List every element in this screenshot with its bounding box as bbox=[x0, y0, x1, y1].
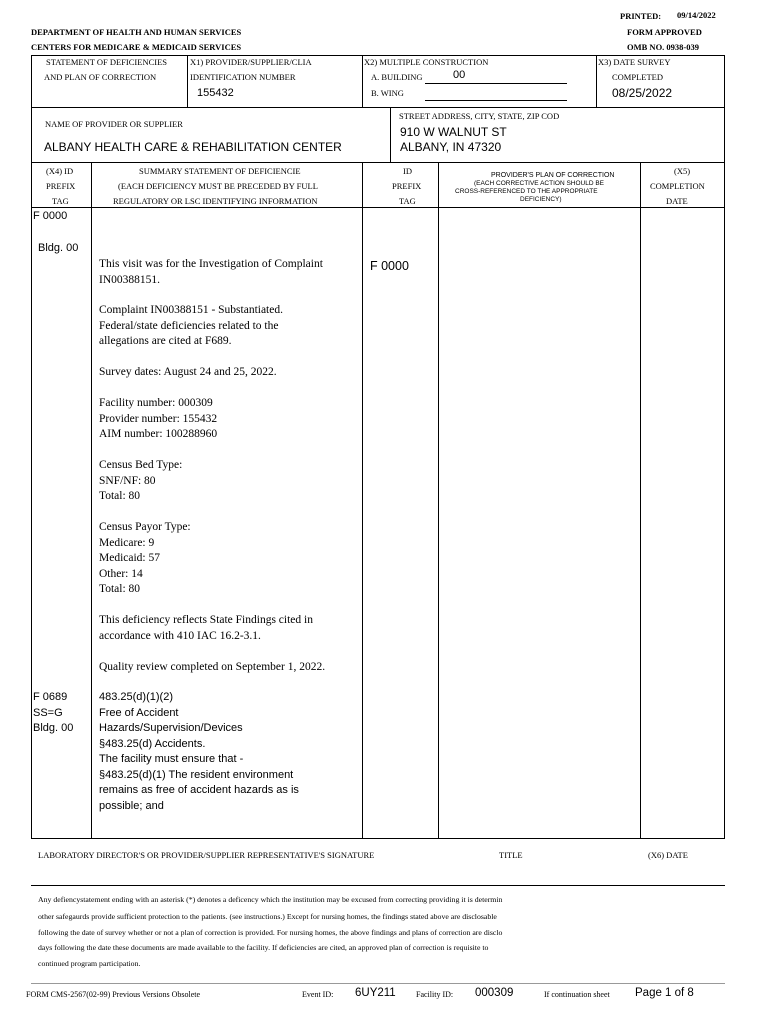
id-label-3: TAG bbox=[399, 196, 416, 206]
provider-name-label: NAME OF PROVIDER OR SUPPLIER bbox=[45, 119, 183, 129]
x1-label-2: IDENTIFICATION NUMBER bbox=[190, 72, 296, 82]
tag-f0689: F 0689 SS=G Bldg. 00 bbox=[33, 691, 74, 734]
plan-label-1: PROVIDER'S PLAN OF CORRECTION bbox=[491, 172, 615, 179]
omb-number: OMB NO. 0938-039 bbox=[627, 42, 700, 52]
department-title: DEPARTMENT OF HEALTH AND HUMAN SERVICES bbox=[31, 27, 242, 37]
disclaimer-line-1: Any defiencystatement ending with an asterisk (*) denotes a deficency which the institution may be excused from correcting providing it is determin bbox=[38, 895, 503, 904]
event-id-label: Event ID: bbox=[302, 990, 334, 999]
building-label: A. BUILDING bbox=[371, 72, 423, 82]
address-label: STREET ADDRESS, CITY, STATE, ZIP COD bbox=[399, 111, 560, 121]
paragraph-census-bed: Census Bed Type: SNF/NF: 80 Total: 80 bbox=[99, 459, 183, 502]
plan-label-3: CROSS-REFERENCED TO THE APPROPRIATE bbox=[455, 188, 598, 195]
disclaimer-line-2: other safegaurds provide sufficient protection to the patients. (see instructions.) Except for nursing homes, the findings stated above are disclosable bbox=[38, 912, 497, 921]
x2-label: X2) MULTIPLE CONSTRUCTION bbox=[364, 57, 489, 67]
facility-id-value: 000309 bbox=[475, 987, 514, 999]
form-approved: FORM APPROVED bbox=[627, 27, 702, 37]
form-number: FORM CMS-2567(02-99) Previous Versions Obsolete bbox=[26, 990, 201, 999]
centers-title: CENTERS FOR MEDICARE & MEDICAID SERVICES bbox=[31, 42, 242, 52]
provider-id-value: 155432 bbox=[197, 87, 234, 99]
paragraph-facility-numbers: Facility number: 000309 Provider number: 155432 AIM number: 100288960 bbox=[99, 397, 218, 440]
continuation-label: If continuation sheet bbox=[544, 990, 610, 999]
x4-label-2: PREFIX bbox=[46, 181, 76, 191]
disclaimer-line-4: days following the date these documents are made available to the facility. If deficiencies are cited, an approved plan of correction is requisite to bbox=[38, 943, 489, 952]
x4-label-3: TAG bbox=[52, 196, 69, 206]
bldg-label: Bldg. 00 bbox=[38, 242, 79, 254]
paragraph-state-findings: This deficiency reflects State Findings cited in accordance with 410 IAC 16.2-3.1. bbox=[99, 614, 313, 642]
paragraph-substantiated: Complaint IN00388151 - Substantiated. Federal/state deficiencies related to the allegations are cited at F689. bbox=[99, 304, 283, 347]
title-label: TITLE bbox=[499, 850, 523, 860]
x1-label-1: X1) PROVIDER/SUPPLIER/CLIA bbox=[190, 57, 312, 67]
paragraph-complaint: This visit was for the Investigation of Complaint IN00388151. bbox=[99, 258, 323, 286]
facility-id-label: Facility ID: bbox=[416, 990, 454, 999]
x5-label-2: COMPLETION bbox=[650, 181, 705, 191]
wing-label: B. WING bbox=[371, 88, 404, 98]
disclaimer-line-5: continued program participation. bbox=[38, 959, 141, 968]
printed-label: PRINTED: bbox=[620, 11, 662, 21]
paragraph-f689-regulation: 483.25(d)(1)(2) Free of Accident Hazards/Supervision/Devices §483.25(d) Accidents. The facility must ensure that - §483.25(d)(1) The resident environment remains as free of accident hazards as is possible; and bbox=[99, 691, 299, 812]
x5-label-3: DATE bbox=[666, 196, 688, 206]
street-address: 910 W WALNUT ST bbox=[400, 125, 507, 139]
x5-label-1: (X5) bbox=[674, 166, 691, 176]
printed-date: 09/14/2022 bbox=[677, 10, 716, 20]
tag-f0000: F 0000 bbox=[33, 210, 68, 222]
right-tag-f0000: F 0000 bbox=[370, 259, 409, 273]
paragraph-survey-dates: Survey dates: August 24 and 25, 2022. bbox=[99, 366, 277, 378]
summary-label-1: SUMMARY STATEMENT OF DEFICIENCIE bbox=[139, 166, 301, 176]
plan-label-2: (EACH CORRECTIVE ACTION SHOULD BE bbox=[474, 180, 605, 187]
plan-label-4: DEFICIENCY) bbox=[520, 196, 562, 203]
disclaimer-line-3: following the date of survey whether or not a plan of correction is provided. For nursing homes, the above findings and plans of correction are disclo bbox=[38, 928, 503, 937]
x3-label-2: COMPLETED bbox=[612, 72, 663, 82]
event-id-value: 6UY211 bbox=[355, 987, 396, 999]
statement-label-2: AND PLAN OF CORRECTION bbox=[44, 72, 157, 82]
paragraph-quality-review: Quality review completed on September 1, 2022. bbox=[99, 661, 326, 673]
summary-label-2: (EACH DEFICIENCY MUST BE PRECEDED BY FULL bbox=[118, 181, 318, 191]
summary-label-3: REGULATORY OR LSC IDENTIFYING INFORMATION bbox=[113, 196, 318, 206]
paragraph-census-payor: Census Payor Type: Medicare: 9 Medicaid: 57 Other: 14 Total: 80 bbox=[99, 521, 191, 595]
page-number: Page 1 of 8 bbox=[635, 987, 694, 999]
provider-name: ALBANY HEALTH CARE & REHABILITATION CENTER bbox=[44, 140, 342, 154]
building-value: 00 bbox=[453, 69, 466, 81]
id-label-1: ID bbox=[403, 166, 412, 176]
x6-date-label: (X6) DATE bbox=[648, 850, 688, 860]
x4-label-1: (X4) ID bbox=[46, 166, 74, 176]
city-state-zip: ALBANY, IN 47320 bbox=[400, 140, 502, 154]
id-label-2: PREFIX bbox=[392, 181, 422, 191]
survey-completed-date: 08/25/2022 bbox=[612, 86, 673, 100]
signature-label: LABORATORY DIRECTOR'S OR PROVIDER/SUPPLIER REPRESENTATIVE'S SIGNATURE bbox=[38, 850, 375, 860]
statement-label-1: STATEMENT OF DEFICIENCIES bbox=[46, 57, 168, 67]
x3-label-1: X3) DATE SURVEY bbox=[598, 57, 671, 67]
